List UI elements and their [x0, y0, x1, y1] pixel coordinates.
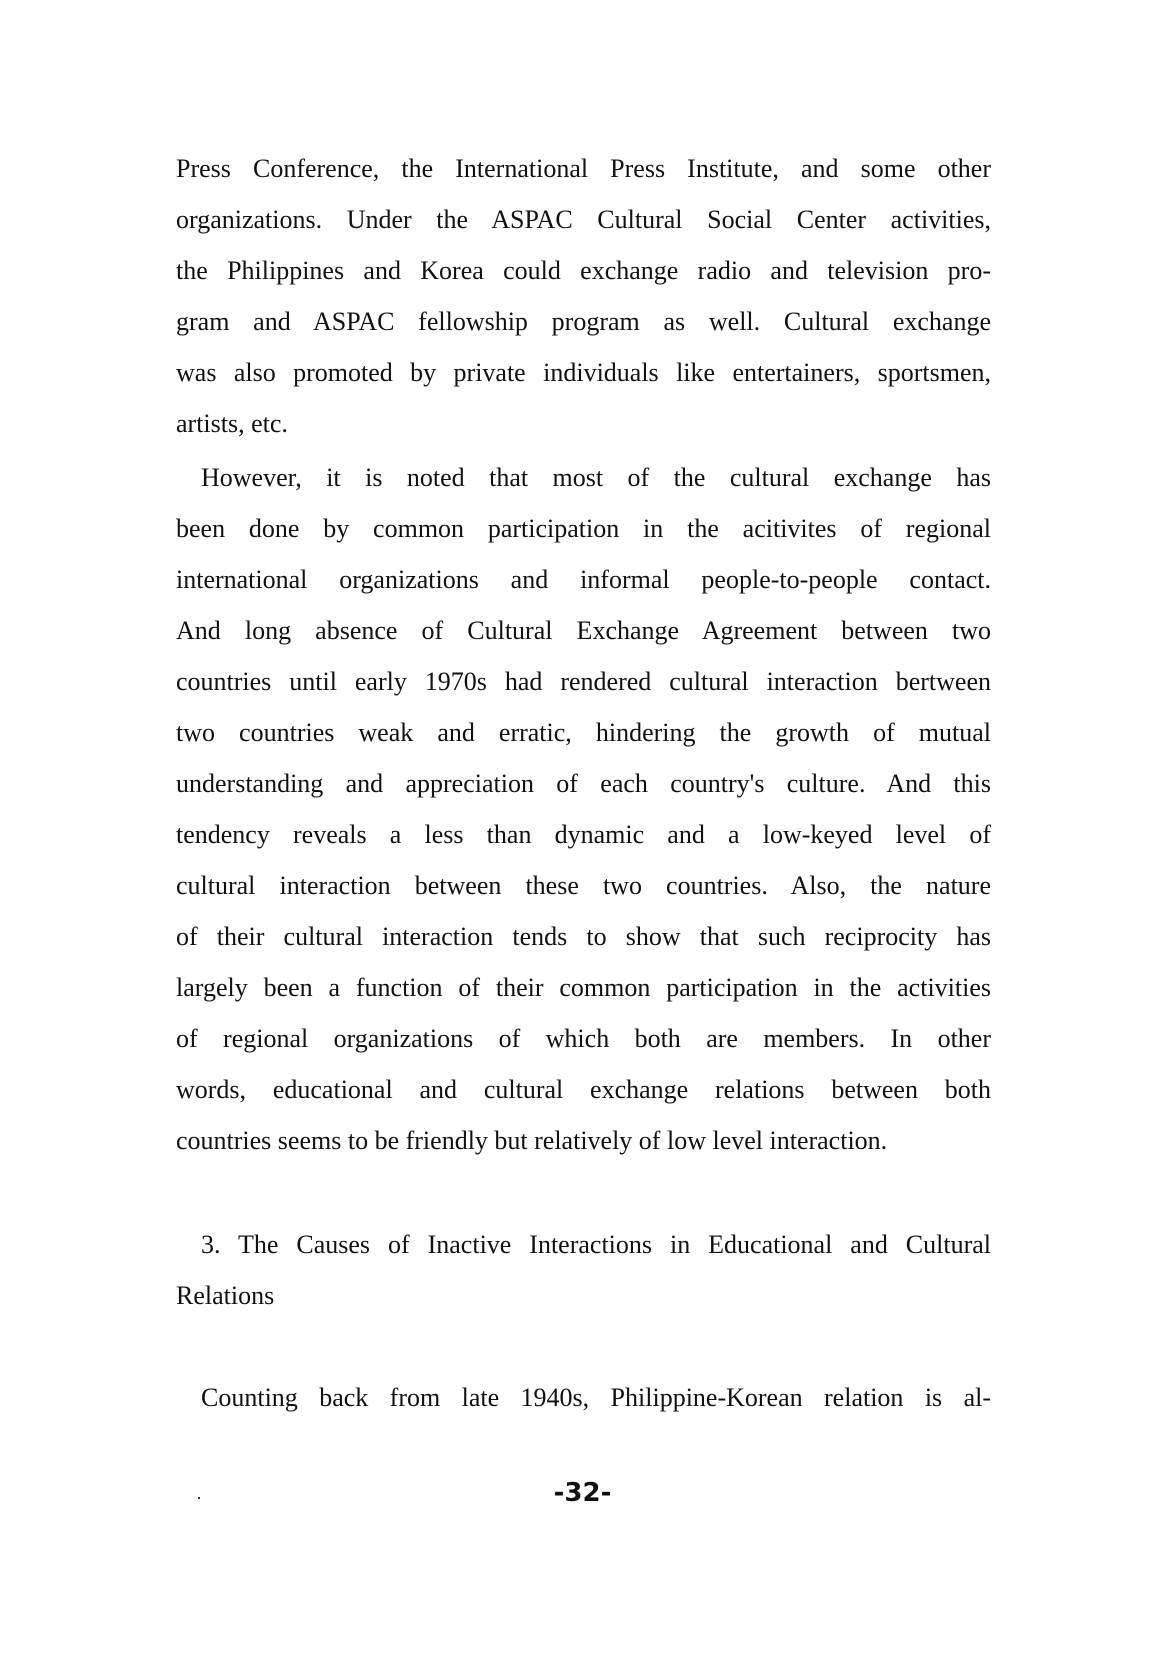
paragraph-1-line: organizations. Under the ASPAC Cultural Social Center activities,: [176, 205, 991, 234]
paragraph-1-line: was also promoted by private individuals like entertainers, sportsmen,: [176, 358, 991, 387]
paragraph-1-line: artists, etc.: [176, 409, 288, 438]
paragraph-2-line: two countries weak and erratic, hindering the growth of mutual: [176, 718, 991, 747]
paragraph-2-line: However, it is noted that most of the cultural exchange has: [201, 463, 991, 492]
paragraph-2-line: of their cultural interaction tends to show that such reciprocity has: [176, 922, 991, 951]
paragraph-3-line: Counting back from late 1940s, Philippine-Korean relation is al-: [201, 1383, 991, 1412]
section-heading-line: Relations: [176, 1281, 275, 1310]
paragraph-1-line: gram and ASPAC fellowship program as well. Cultural exchange: [176, 307, 991, 336]
paragraph-2: [176, 452, 991, 1166]
section-heading: [176, 1219, 991, 1321]
paragraph-2-line: countries until early 1970s had rendered cultural interaction bertween: [176, 667, 991, 696]
paragraph-2-line: cultural interaction between these two countries. Also, the nature: [176, 871, 991, 900]
paragraph-1-line: the Philippines and Korea could exchange radio and television pro-: [176, 256, 991, 285]
paragraph-2-line: been done by common participation in the acitivites of regional: [176, 514, 991, 543]
page-number: -32-: [553, 1478, 612, 1508]
paragraph-1-line: Press Conference, the International Press Institute, and some other: [176, 154, 991, 183]
paragraph-2-line: tendency reveals a less than dynamic and a low-keyed level of: [176, 820, 991, 849]
paragraph-2-line: And long absence of Cultural Exchange Agreement between two: [176, 616, 991, 645]
paragraph-2-line: international organizations and informal people-to-people contact.: [176, 565, 991, 594]
paragraph-2-line: of regional organizations of which both are members. In other: [176, 1024, 991, 1053]
paragraph-3: [176, 1372, 991, 1423]
section-heading-line: 3. The Causes of Inactive Interactions in Educational and Cultural: [201, 1230, 991, 1259]
paragraph-2-line: words, educational and cultural exchange relations between both: [176, 1075, 991, 1104]
paragraph-2-line: largely been a function of their common participation in the activities: [176, 973, 991, 1002]
paragraph-1: [176, 143, 991, 449]
paragraph-2-line: understanding and appreciation of each country's culture. And this: [176, 769, 991, 798]
paragraph-2-line: countries seems to be friendly but relatively of low level interaction.: [176, 1126, 888, 1155]
